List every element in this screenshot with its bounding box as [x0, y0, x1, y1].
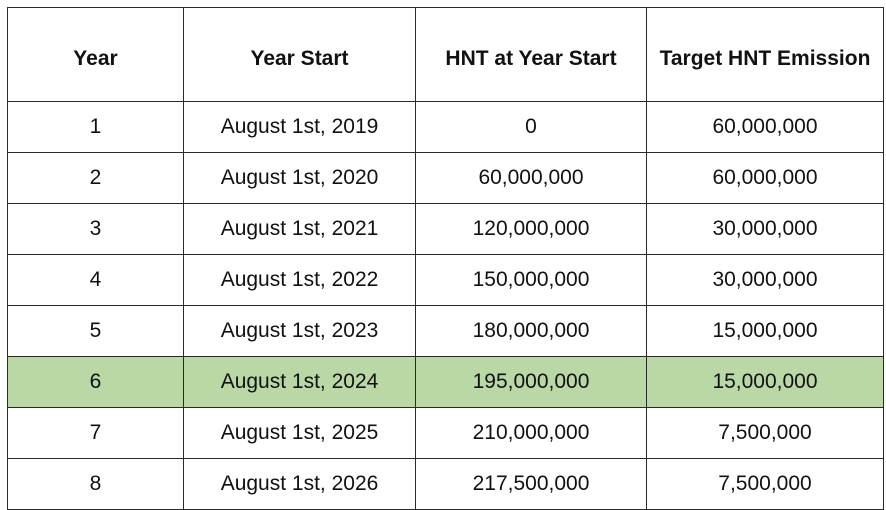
cell-target-hnt-emission: 7,500,000: [647, 408, 884, 459]
table-row: [8, 102, 884, 153]
cell-target-hnt-emission: 15,000,000: [647, 357, 884, 408]
header-year-start: Year Start: [184, 8, 416, 102]
cell-hnt-at-year-start: 217,500,000: [416, 459, 647, 510]
cell-hnt-at-year-start: 210,000,000: [416, 408, 647, 459]
cell-hnt-at-year-start: 180,000,000: [416, 306, 647, 357]
cell-year: 6: [8, 357, 184, 408]
cell-year-start: August 1st, 2025: [184, 408, 416, 459]
cell-year-start: August 1st, 2022: [184, 255, 416, 306]
table-row: [8, 204, 884, 255]
cell-target-hnt-emission: 15,000,000: [647, 306, 884, 357]
cell-year: 7: [8, 408, 184, 459]
table-header: [8, 8, 884, 102]
cell-hnt-at-year-start: 195,000,000: [416, 357, 647, 408]
cell-target-hnt-emission: 60,000,000: [647, 153, 884, 204]
cell-year-start: August 1st, 2019: [184, 102, 416, 153]
cell-year: 3: [8, 204, 184, 255]
cell-hnt-at-year-start: 60,000,000: [416, 153, 647, 204]
table-row: [8, 459, 884, 510]
cell-hnt-at-year-start: 150,000,000: [416, 255, 647, 306]
table-row: [8, 255, 884, 306]
header-year: Year: [8, 8, 184, 102]
cell-year-start: August 1st, 2023: [184, 306, 416, 357]
table-row-highlighted: [8, 357, 884, 408]
table-row: [8, 408, 884, 459]
cell-hnt-at-year-start: 120,000,000: [416, 204, 647, 255]
cell-target-hnt-emission: 7,500,000: [647, 459, 884, 510]
cell-year: 5: [8, 306, 184, 357]
cell-target-hnt-emission: 60,000,000: [647, 102, 884, 153]
cell-hnt-at-year-start: 0: [416, 102, 647, 153]
table-body: [8, 102, 884, 510]
table-row: [8, 153, 884, 204]
cell-year-start: August 1st, 2024: [184, 357, 416, 408]
cell-year: 8: [8, 459, 184, 510]
cell-target-hnt-emission: 30,000,000: [647, 204, 884, 255]
cell-year-start: August 1st, 2021: [184, 204, 416, 255]
header-target-hnt-emission: Target HNT Emission: [647, 8, 884, 102]
hnt-emission-table: [7, 7, 884, 510]
cell-year-start: August 1st, 2020: [184, 153, 416, 204]
cell-year: 2: [8, 153, 184, 204]
cell-year-start: August 1st, 2026: [184, 459, 416, 510]
cell-year: 4: [8, 255, 184, 306]
cell-year: 1: [8, 102, 184, 153]
cell-target-hnt-emission: 30,000,000: [647, 255, 884, 306]
header-hnt-at-year-start: HNT at Year Start: [416, 8, 647, 102]
table-row: [8, 306, 884, 357]
header-row: [8, 8, 884, 102]
